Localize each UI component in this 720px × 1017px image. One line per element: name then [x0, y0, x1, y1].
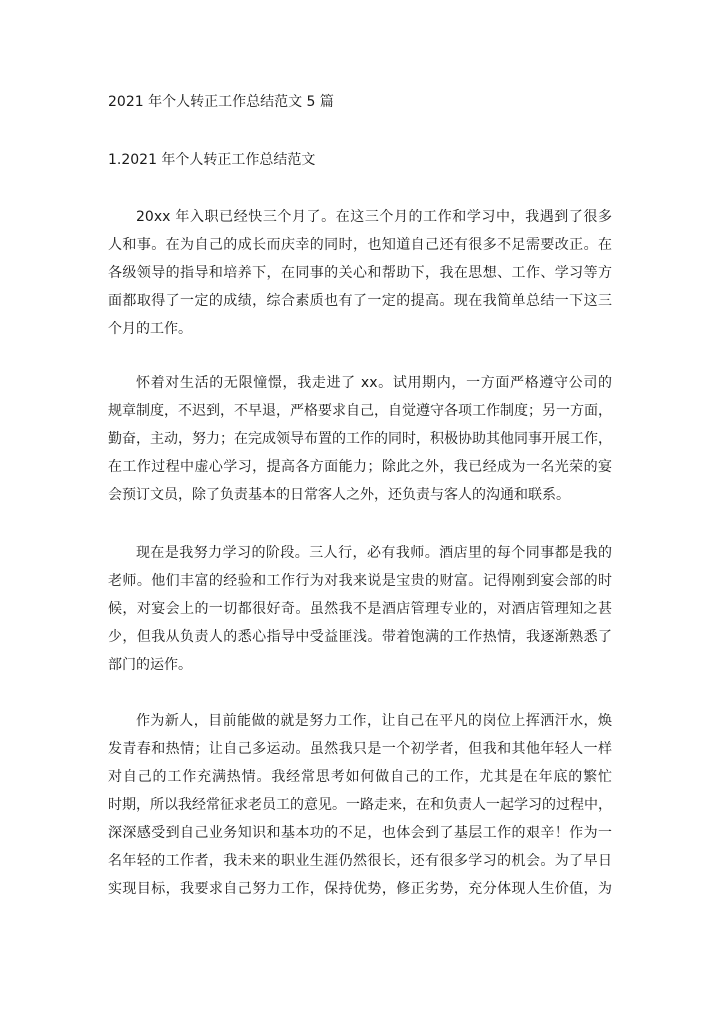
paragraph-line: 少，但我从负责人的悉心指导中受益匪浅。带着饱满的工作热情，我逐渐熟悉了 — [108, 629, 612, 645]
paragraph-2 — [108, 369, 612, 509]
paragraph-line: 现在是我努力学习的阶段。三人行，必有我师。酒店里的每个同事都是我的 — [136, 545, 612, 561]
paragraph-line: 面都取得了一定的成绩，综合素质也有了一定的提高。现在我简单总结一下这三 — [108, 293, 612, 309]
paragraph-line: 勤奋，主动，努力；在完成领导布置的工作的同时，积极协助其他同事开展工作， — [108, 431, 612, 447]
paragraph-line: 实现目标，我要求自己努力工作，保持优势，修正劣势，充分体现人生价值，为 — [108, 881, 612, 897]
section-heading: 1.2021 年个人转正工作总结范文 — [108, 152, 316, 168]
paragraph-line: 部门的运作。 — [108, 657, 192, 673]
paragraph-line: 各级领导的指导和培养下，在同事的关心和帮助下，我在思想、工作、学习等方 — [108, 265, 612, 281]
paragraph-line: 怀着对生活的无限憧憬，我走进了 xx。试用期内，一方面严格遵守公司的 — [136, 375, 612, 391]
paragraph-line: 对自己的工作充满热情。我经常思考如何做自己的工作，尤其是在年底的繁忙 — [108, 769, 612, 785]
paragraph-line: 20xx 年入职已经快三个月了。在这三个月的工作和学习中，我遇到了很多 — [136, 209, 612, 225]
paragraph-line: 候，对宴会上的一切都很好奇。虽然我不是酒店管理专业的，对酒店管理知之甚 — [108, 601, 612, 617]
paragraph-line: 个月的工作。 — [108, 321, 192, 337]
paragraph-line: 会预订文员，除了负责基本的日常客人之外，还负责与客人的沟通和联系。 — [108, 487, 570, 503]
paragraph-line: 在工作过程中虚心学习，提高各方面能力；除此之外，我已经成为一名光荣的宴 — [108, 459, 612, 475]
paragraph-line: 发青春和热情；让自己多运动。虽然我只是一个初学者，但我和其他年轻人一样 — [108, 741, 612, 757]
paragraph-line: 人和事。在为自己的成长而庆幸的同时，也知道自己还有很多不足需要改正。在 — [108, 237, 612, 253]
paragraph-line: 深深感受到自己业务知识和基本功的不足，也体会到了基层工作的艰辛！作为一 — [108, 825, 612, 841]
paragraph-1 — [108, 203, 612, 343]
paragraph-line: 作为新人，目前能做的就是努力工作，让自己在平凡的岗位上挥洒汗水，焕 — [136, 713, 612, 729]
paragraph-line: 老师。他们丰富的经验和工作行为对我来说是宝贵的财富。记得刚到宴会部的时 — [108, 573, 612, 589]
document-title: 2021 年个人转正工作总结范文 5 篇 — [108, 94, 334, 110]
paragraph-line: 时期，所以我经常征求老员工的意见。一路走来，在和负责人一起学习的过程中， — [108, 797, 612, 813]
paragraph-4 — [108, 707, 612, 903]
paragraph-line: 规章制度，不迟到，不早退，严格要求自己，自觉遵守各项工作制度；另一方面， — [108, 403, 612, 419]
paragraph-3 — [108, 539, 612, 679]
paragraph-line: 名年轻的工作者，我未来的职业生涯仍然很长，还有很多学习的机会。为了早日 — [108, 853, 612, 869]
